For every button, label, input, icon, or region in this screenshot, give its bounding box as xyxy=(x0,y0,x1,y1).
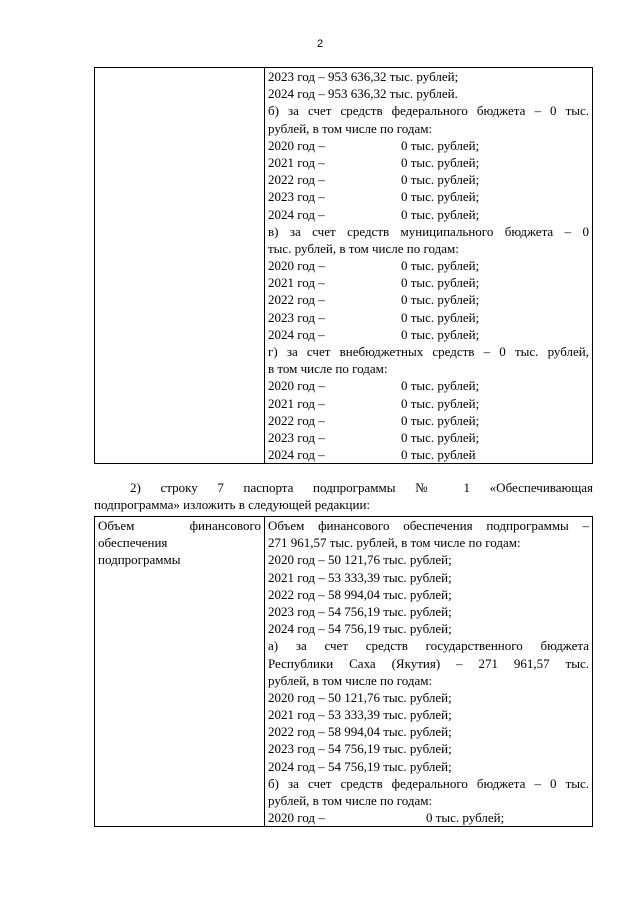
funding-line: 2024 год – 953 636,32 тыс. рублей. xyxy=(268,86,458,102)
funding-line: 2020 год – 50 121,76 тыс. рублей; xyxy=(268,552,452,568)
funding-line xyxy=(268,309,589,326)
funding-table-continued xyxy=(94,67,593,464)
funding-line: тыс. рублей, в том числе по годам: xyxy=(268,240,459,256)
year-label: 2022 год – xyxy=(268,292,325,308)
year-label: 2024 год – xyxy=(268,206,325,222)
amount-value: 0 тыс. рублей; xyxy=(401,412,480,428)
amount-value: 0 тыс. рублей; xyxy=(401,275,480,291)
amount-value: 0 тыс. рублей; xyxy=(401,258,480,274)
year-label: 2020 год – xyxy=(268,258,325,274)
table1-right-cell xyxy=(265,68,593,464)
amount-value: 0 тыс. рублей; xyxy=(401,292,480,308)
funding-line: Объем финансового обеспечения подпрограммы – xyxy=(268,518,589,533)
funding-line: рублей, в том числе по годам: xyxy=(268,672,433,688)
amount-value: 0 тыс. рублей; xyxy=(401,395,480,411)
funding-line: г) за счет внебюджетных средств – 0 тыс. рублей, xyxy=(268,344,589,359)
year-label: 2023 год – xyxy=(268,309,325,325)
label-line-2: обеспечения xyxy=(98,535,168,551)
amount-value: 0 тыс. рублей xyxy=(401,447,476,463)
amount-value: 0 тыс. рублей; xyxy=(401,378,480,394)
funding-line xyxy=(268,206,589,223)
label-line-3: подпрограммы xyxy=(98,552,181,568)
amendment-paragraph xyxy=(94,479,593,513)
paragraph-line-1: 2) строку 7 паспорта подпрограммы № 1 «Обеспечивающая xyxy=(130,480,593,495)
amount-value: 0 тыс. рублей; xyxy=(401,154,480,170)
table1-left-cell xyxy=(95,68,265,464)
funding-line: 2020 год – 50 121,76 тыс. рублей; xyxy=(268,689,452,705)
funding-line: 2024 год – 54 756,19 тыс. рублей; xyxy=(268,758,452,774)
funding-line: рублей, в том числе по годам: xyxy=(268,120,433,136)
amount-value: 0 тыс. рублей; xyxy=(401,137,480,153)
amount-value: 0 тыс. рублей; xyxy=(401,309,480,325)
funding-line xyxy=(268,412,589,429)
amount-value: 0 тыс. рублей; xyxy=(401,189,480,205)
label-line-1: Объем финансового xyxy=(98,518,261,533)
amount-value: 0 тыс. рублей; xyxy=(401,172,480,188)
year-label: 2020 год – xyxy=(268,810,325,826)
table2-right-cell xyxy=(265,517,593,827)
year-label: 2022 год – xyxy=(268,412,325,428)
funding-line: 2021 год – 53 333,39 тыс. рублей; xyxy=(268,707,452,723)
amount-value: 0 тыс. рублей; xyxy=(401,429,480,445)
year-label: 2020 год – xyxy=(268,378,325,394)
year-label: 2022 год – xyxy=(268,172,325,188)
funding-line: 2024 год – 54 756,19 тыс. рублей; xyxy=(268,621,452,637)
funding-line: рублей, в том числе по годам: xyxy=(268,793,433,808)
amount-value: 0 тыс. рублей; xyxy=(426,810,505,826)
funding-line xyxy=(268,274,589,291)
year-label: 2020 год – xyxy=(268,137,325,153)
year-label: 2021 год – xyxy=(268,395,325,411)
funding-line xyxy=(268,326,589,343)
funding-line xyxy=(268,377,589,394)
amount-value: 0 тыс. рублей; xyxy=(401,206,480,222)
paragraph-line-2: подпрограмма» изложить в следующей редакции: xyxy=(94,497,371,513)
funding-line: 2023 год – 54 756,19 тыс. рублей; xyxy=(268,741,452,757)
funding-line: 271 961,57 тыс. рублей, в том числе по годам: xyxy=(268,535,521,551)
funding-line: в том числе по годам: xyxy=(268,361,388,377)
funding-line: 2021 год – 53 333,39 тыс. рублей; xyxy=(268,569,452,585)
year-label: 2024 год – xyxy=(268,326,325,342)
funding-line: б) за счет средств федерального бюджета – 0 тыс. xyxy=(268,775,589,791)
funding-line xyxy=(268,809,589,826)
funding-line: 2022 год – 58 994,04 тыс. рублей; xyxy=(268,586,452,602)
year-label: 2021 год – xyxy=(268,275,325,291)
funding-line: а) за счет средств государственного бюджета xyxy=(268,638,589,654)
funding-line xyxy=(268,171,589,188)
table2-label-cell xyxy=(95,517,265,827)
funding-line: 2022 год – 58 994,04 тыс. рублей; xyxy=(268,724,452,740)
page-number: 2 xyxy=(316,38,324,50)
year-label: 2023 год – xyxy=(268,429,325,445)
funding-table-row7 xyxy=(94,516,593,827)
funding-line: в) за счет средств муниципального бюджета – 0 xyxy=(268,223,589,239)
funding-line: Республики Саха (Якутия) – 271 961,57 тыс. xyxy=(268,655,589,671)
amount-value: 0 тыс. рублей; xyxy=(401,326,480,342)
funding-line xyxy=(268,188,589,205)
funding-line xyxy=(268,137,589,154)
funding-line xyxy=(268,257,589,274)
year-label: 2021 год – xyxy=(268,154,325,170)
funding-line xyxy=(268,291,589,308)
funding-line xyxy=(268,429,589,446)
funding-line: 2023 год – 54 756,19 тыс. рублей; xyxy=(268,603,452,619)
year-label: 2023 год – xyxy=(268,189,325,205)
funding-line xyxy=(268,395,589,412)
funding-line: 2023 год – 953 636,32 тыс. рублей; xyxy=(268,69,459,84)
funding-line xyxy=(268,446,589,463)
funding-line: б) за счет средств федерального бюджета – 0 тыс. xyxy=(268,103,589,119)
funding-line xyxy=(268,154,589,171)
year-label: 2024 год – xyxy=(268,447,325,463)
